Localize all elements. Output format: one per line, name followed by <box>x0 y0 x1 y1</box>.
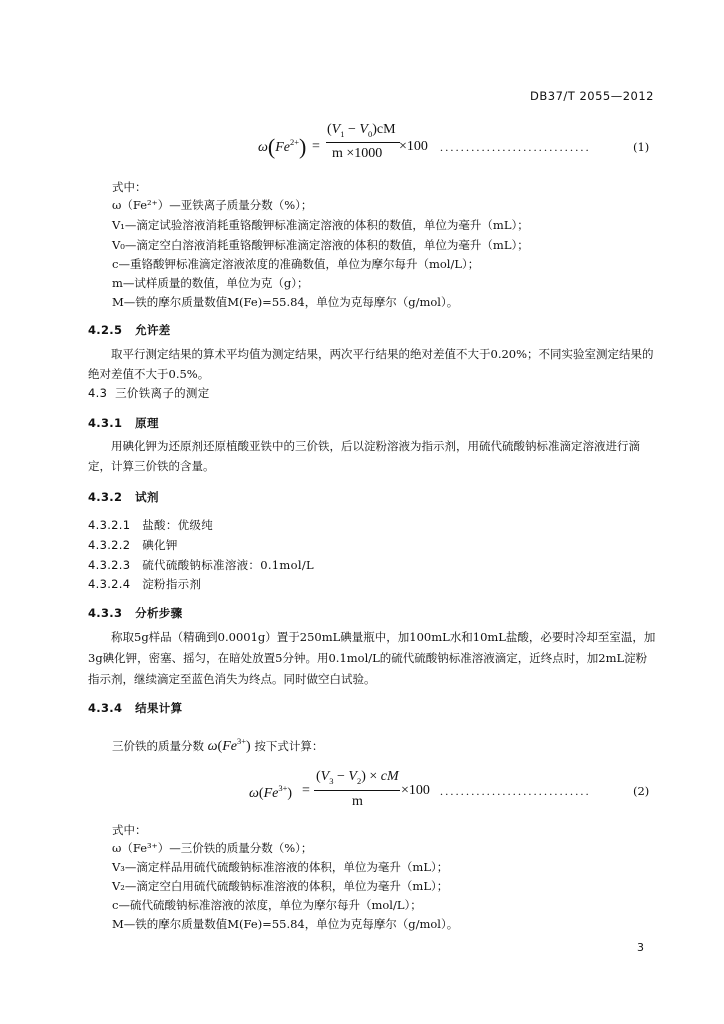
reagent-item: 4.3.2.3 硫代硫酸钠标准溶液：0.1mol/L <box>88 558 314 572</box>
section-heading-4-3-2: 4.3.2 试剂 <box>88 490 159 504</box>
formula-2-fraction-bar <box>314 790 400 791</box>
formula-1-lhs: $\omega(Fe^{2+})$ <box>258 134 307 159</box>
where-1-line: ω（Fe²⁺）—亚铁离子质量分数（%）； <box>112 198 313 212</box>
section-heading-4-2-5: 4.2.5 允许差 <box>88 323 171 337</box>
fe-symbol: Fe <box>275 140 290 155</box>
where-2-line: c—硫代硫酸钠标准溶液的浓度，单位为摩尔每升（mol/L）； <box>112 898 422 912</box>
reagent-item: 4.3.2.4 淀粉指示剂 <box>88 577 202 591</box>
where-1-line: V₀—滴定空白溶液消耗重铬酸钾标准滴定溶液的体积的数值，单位为毫升（mL）； <box>112 238 529 252</box>
where-1-line: c—重铬酸钾标准滴定溶液浓度的准确数值，单位为摩尔每升（mol/L）； <box>112 257 480 271</box>
section-heading-4-3-3: 4.3.3 分析步骤 <box>88 606 183 620</box>
section-heading-4-3-4: 4.3.4 结果计算 <box>88 701 183 715</box>
page-number: 3 <box>637 941 644 954</box>
formula-1-times-100: ×100 <box>399 139 428 154</box>
where-2-line: M—铁的摩尔质量数值M(Fe)=55.84，单位为克每摩尔（g/mol）。 <box>112 917 459 931</box>
section-4-3-3-text: 称取5g样品（精确到0.0001g）置于250mL碘量瓶中，加100mL水和10mL盐酸，必要时冷却至室温，加3g碘化钾，密塞、摇匀，在暗处放置5分钟。用0.1mol/L的硫代硫酸钠标准溶液滴定，近终点时，加2mL淀粉指示剂，继续滴定至蓝色消失为终点。同时做空白试验。 <box>88 630 656 686</box>
formula-2-lhs: $\omega(Fe^{3+})$ <box>249 783 293 801</box>
formula-2-number: (2) <box>633 784 650 798</box>
formula-2-denominator: m <box>352 794 363 809</box>
where-label-2: 式中： <box>112 823 147 837</box>
omega-symbol: ω <box>258 140 268 155</box>
where-2-line: V₂—滴定空白用硫代硫酸钠标准溶液的体积，单位为毫升（mL）； <box>112 879 449 893</box>
formula-2-leader-dots: ............................. <box>440 784 591 798</box>
formula-2-equals: = <box>302 783 310 798</box>
formula-1-leader-dots: ............................. <box>440 140 591 154</box>
formula-2-times-100: ×100 <box>401 783 430 798</box>
section-4-2-5-text: 取平行测定结果的算术平均值为测定结果，两次平行结果的绝对差值不大于0.20%；不同实验室测定结果的绝对差值不大于0.5%。 <box>88 347 654 381</box>
charge-superscript: 2+ <box>289 137 300 147</box>
where-1-line: M—铁的摩尔质量数值M(Fe)=55.84，单位为克每摩尔（g/mol）。 <box>112 295 459 309</box>
section-heading-4-3: 4.3 三价铁离子的测定 <box>88 386 210 400</box>
section-4-3-1-text: 用碘化钾为还原剂还原植酸亚铁中的三价铁，后以淀粉溶液为指示剂，用硫代硫酸钠标准滴定溶液进行滴定，计算三价铁的含量。 <box>88 439 640 473</box>
where-2-line: V₃—滴定样品用硫代硫酸钠标准溶液的体积，单位为毫升（mL）； <box>112 860 449 874</box>
formula-1-fraction-bar <box>326 142 400 143</box>
formula-1-numerator: $(V_1 - V_0)cM$ <box>327 122 396 139</box>
formula-1-number: (1) <box>633 140 650 154</box>
formula-1-denominator: m ×1000 <box>332 146 383 161</box>
section-heading-4-3-1: 4.3.1 原理 <box>88 416 159 430</box>
reagent-item: 4.3.2.1 盐酸：优级纯 <box>88 518 214 532</box>
standard-code-header: DB37/T 2055—2012 <box>530 89 654 103</box>
formula-2-numerator: $(V_3 - V_2)$ × cM <box>316 769 399 786</box>
formula-1-equals: = <box>312 139 320 154</box>
reagent-item: 4.3.2.2 碘化钾 <box>88 538 178 552</box>
where-1-line: V₁—滴定试验溶液消耗重铬酸钾标准滴定溶液的体积的数值，单位为毫升（mL）； <box>112 218 529 232</box>
section-4-3-4-intro: 三价铁的质量分数 $\omega(Fe^{3+})$ 按下式计算： <box>112 736 324 754</box>
where-label-1: 式中： <box>112 180 147 194</box>
where-2-line: ω（Fe³⁺）—三价铁的质量分数（%）； <box>112 841 313 855</box>
where-1-line: m—试样质量的数值，单位为克（g）； <box>112 276 309 290</box>
